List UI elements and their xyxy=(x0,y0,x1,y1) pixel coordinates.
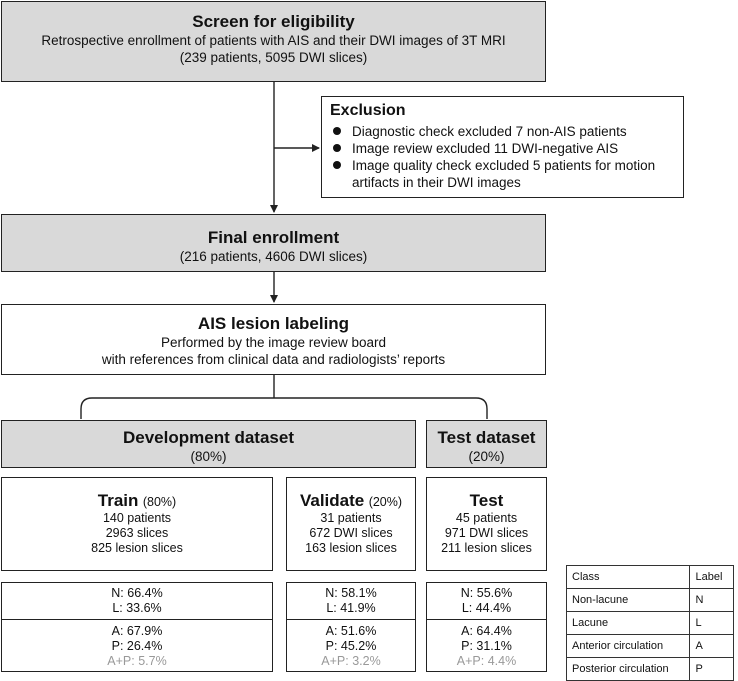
exclusion-list xyxy=(330,123,675,191)
legend-label: N xyxy=(690,589,734,612)
train-title: Train xyxy=(97,491,139,510)
legend-class: Posterior circulation xyxy=(567,658,690,681)
validate-title: Validate xyxy=(299,491,365,510)
legend-header-label: Label xyxy=(690,566,734,589)
test-title: Test xyxy=(469,491,504,510)
test-posterior-pct: P: 31.1% xyxy=(461,639,512,653)
test-nonlacune-pct: N: 55.6% xyxy=(460,586,513,600)
legend-class: Anterior circulation xyxy=(567,635,690,658)
exclusion-title: Exclusion xyxy=(330,102,406,119)
test-anterior-pct: A: 64.4% xyxy=(461,624,512,638)
train-both-pct: A+P: 5.7% xyxy=(107,654,167,668)
validate-both-pct: A+P: 3.2% xyxy=(321,654,381,668)
validate-nonlacune-pct: N: 58.1% xyxy=(325,586,377,600)
test-lesion-slices: 211 lesion slices xyxy=(441,541,532,555)
test-dataset-title: Test dataset xyxy=(437,428,536,447)
train-lacune-pct: L: 33.6% xyxy=(112,601,162,615)
screen-eligibility-title: Screen for eligibility xyxy=(192,12,355,31)
train-ap-stats xyxy=(1,619,273,672)
validate-ap-stats xyxy=(286,619,416,672)
validate-box xyxy=(286,477,416,571)
test-dataset-box xyxy=(426,420,547,468)
validate-nl-stats xyxy=(286,582,416,620)
validate-anterior-pct: A: 51.6% xyxy=(325,624,377,638)
legend-header-class: Class xyxy=(567,566,690,589)
test-dataset-pct: (20%) xyxy=(468,449,505,464)
legend-label: L xyxy=(690,612,734,635)
legend-label: A xyxy=(690,635,734,658)
lesion-labeling-desc-1: Performed by the image review board xyxy=(160,335,387,350)
test-ap-stats xyxy=(426,619,547,672)
development-dataset-title: Development dataset xyxy=(123,428,294,447)
test-nl-stats xyxy=(426,582,547,620)
legend-row xyxy=(567,658,734,681)
lesion-labeling-title: AIS lesion labeling xyxy=(197,314,350,333)
legend-row xyxy=(567,612,734,635)
train-slices: 2963 slices xyxy=(105,526,169,540)
final-enrollment-counts: (216 patients, 4606 DWI slices) xyxy=(179,249,368,264)
exclusion-item: Image review excluded 11 DWI-negative AIS xyxy=(330,140,675,157)
screen-eligibility-box xyxy=(1,1,546,82)
test-patients: 45 patients xyxy=(455,511,518,525)
legend-class: Lacune xyxy=(567,612,690,635)
validate-lesion-slices: 163 lesion slices xyxy=(305,541,397,555)
test-box xyxy=(426,477,547,571)
legend-label: P xyxy=(690,658,734,681)
screen-eligibility-counts: (239 patients, 5095 DWI slices) xyxy=(179,50,368,65)
exclusion-box xyxy=(321,96,684,198)
validate-lacune-pct: L: 41.9% xyxy=(326,601,376,615)
train-patients: 140 patients xyxy=(102,511,172,525)
exclusion-item: Image quality check excluded 5 patients for motion artifacts in their DWI images xyxy=(330,157,675,191)
lesion-labeling-desc-2: with references from clinical data and radiologists’ reports xyxy=(101,352,446,367)
final-enrollment-box xyxy=(1,214,546,272)
development-dataset-pct: (80%) xyxy=(190,449,227,464)
exclusion-item: Diagnostic check excluded 7 non-AIS patients xyxy=(330,123,675,140)
test-lacune-pct: L: 44.4% xyxy=(461,601,512,615)
legend-row xyxy=(567,589,734,612)
screen-eligibility-desc: Retrospective enrollment of patients with AIS and their DWI images of 3T MRI xyxy=(41,33,506,48)
validate-patients: 31 patients xyxy=(320,511,382,525)
legend-row xyxy=(567,635,734,658)
legend-class: Non-lacune xyxy=(567,589,690,612)
validate-posterior-pct: P: 45.2% xyxy=(325,639,377,653)
train-posterior-pct: P: 26.4% xyxy=(111,639,163,653)
train-pct: (80%) xyxy=(142,495,177,509)
validate-pct: (20%) xyxy=(368,495,403,509)
train-box xyxy=(1,477,273,571)
validate-slices: 672 DWI slices xyxy=(309,526,393,540)
legend-header-row xyxy=(567,566,734,589)
train-anterior-pct: A: 67.9% xyxy=(111,624,163,638)
train-nonlacune-pct: N: 66.4% xyxy=(111,586,163,600)
lesion-labeling-box xyxy=(1,304,546,375)
train-nl-stats xyxy=(1,582,273,620)
development-dataset-box xyxy=(1,420,416,468)
test-slices: 971 DWI slices xyxy=(444,526,529,540)
legend-table xyxy=(566,565,734,681)
test-both-pct: A+P: 4.4% xyxy=(456,654,517,668)
train-lesion-slices: 825 lesion slices xyxy=(91,541,183,555)
final-enrollment-title: Final enrollment xyxy=(207,228,340,247)
